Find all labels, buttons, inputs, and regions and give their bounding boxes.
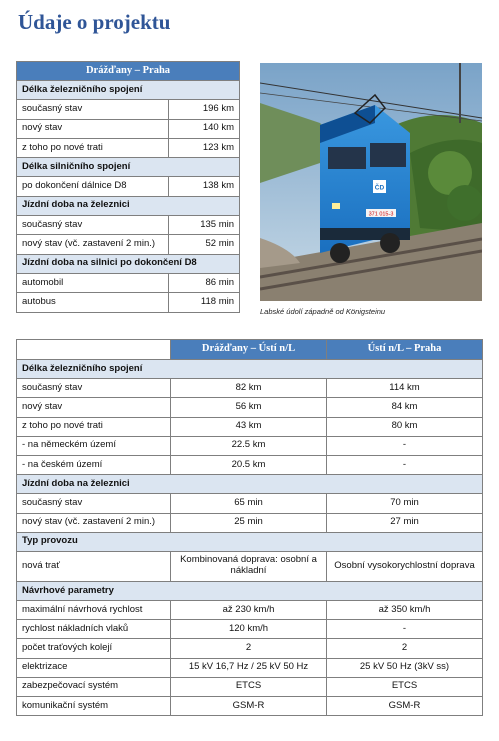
section-row [17, 158, 240, 177]
row-label: komunikační systém [17, 697, 171, 716]
value-usti-praha: až 350 km/h [327, 601, 483, 620]
row-label: z toho po nové trati [17, 138, 169, 157]
section-label: Jízdní doba na železnici [17, 475, 483, 494]
row-label: nová trať [17, 551, 171, 581]
row-label: maximální návrhová rychlost [17, 601, 171, 620]
section-row [17, 475, 483, 494]
row-label: nový stav [17, 119, 169, 138]
value-usti-praha: GSM-R [327, 697, 483, 716]
table-row [17, 436, 483, 455]
value-usti-praha: 25 kV 50 Hz (3kV ss) [327, 658, 483, 677]
row-value: 196 km [169, 100, 240, 119]
table-row [17, 379, 483, 398]
value-dresden-usti: 82 km [171, 379, 327, 398]
photo-caption: Labské údolí západně od Königsteinu [260, 307, 386, 316]
row-value: 123 km [169, 138, 240, 157]
section-label: Jízdní doba na silnici po dokončení D8 [17, 254, 240, 273]
row-value: 135 min [169, 216, 240, 235]
value-dresden-usti: 22.5 km [171, 436, 327, 455]
table-row [17, 235, 240, 254]
table-row [17, 100, 240, 119]
row-value: 118 min [169, 293, 240, 312]
locomotive-photo [260, 63, 482, 301]
section-label: Typ provozu [17, 532, 483, 551]
value-dresden-usti: 20.5 km [171, 455, 327, 474]
section-label: Délka silničního spojení [17, 158, 240, 177]
row-value: 140 km [169, 119, 240, 138]
row-label: nový stav (vč. zastavení 2 min.) [17, 235, 169, 254]
value-usti-praha: 114 km [327, 379, 483, 398]
table-row [17, 513, 483, 532]
table-row [17, 639, 483, 658]
row-label: nový stav (vč. zastavení 2 min.) [17, 513, 171, 532]
value-dresden-usti: 25 min [171, 513, 327, 532]
table-row [17, 177, 240, 196]
row-label: z toho po nové trati [17, 417, 171, 436]
section-comparison-table [16, 339, 483, 716]
row-label: současný stav [17, 379, 171, 398]
cd-logo: ČD [374, 184, 385, 192]
value-usti-praha: 70 min [327, 494, 483, 513]
section-row [17, 81, 240, 100]
value-dresden-usti: 2 [171, 639, 327, 658]
row-label: současný stav [17, 100, 169, 119]
value-usti-praha: 84 km [327, 398, 483, 417]
value-usti-praha: - [327, 436, 483, 455]
row-label: - na českém území [17, 455, 171, 474]
value-dresden-usti: 15 kV 16,7 Hz / 25 kV 50 Hz [171, 658, 327, 677]
route-summary-table [16, 61, 240, 313]
row-value: 138 km [169, 177, 240, 196]
table-row [17, 216, 240, 235]
table-row [17, 697, 483, 716]
table-row [17, 601, 483, 620]
row-label: elektrizace [17, 658, 171, 677]
row-label: autobus [17, 293, 169, 312]
value-dresden-usti: 56 km [171, 398, 327, 417]
table-row [17, 620, 483, 639]
section-label: Délka železničního spojení [17, 81, 240, 100]
value-usti-praha: 27 min [327, 513, 483, 532]
value-usti-praha: - [327, 620, 483, 639]
table-row [17, 417, 483, 436]
row-label: současný stav [17, 494, 171, 513]
value-usti-praha: 80 km [327, 417, 483, 436]
row-label: automobil [17, 273, 169, 292]
value-dresden-usti: Kombinovaná doprava: osobní a nákladní [171, 551, 327, 581]
row-label: nový stav [17, 398, 171, 417]
value-usti-praha: ETCS [327, 677, 483, 696]
value-dresden-usti: 43 km [171, 417, 327, 436]
table-row [17, 494, 483, 513]
table-header: Drážďany – Praha [17, 62, 240, 81]
row-label: rychlost nákladních vlaků [17, 620, 171, 639]
table-row [17, 138, 240, 157]
table-row [17, 273, 240, 292]
value-dresden-usti: 65 min [171, 494, 327, 513]
value-usti-praha: - [327, 455, 483, 474]
section-row [17, 196, 240, 215]
section-row [17, 360, 483, 379]
row-label: počet traťových kolejí [17, 639, 171, 658]
column-header: Drážďany – Ústí n/L [171, 340, 327, 360]
row-value: 52 min [169, 235, 240, 254]
blank-header [17, 340, 171, 360]
value-dresden-usti: 120 km/h [171, 620, 327, 639]
row-label: - na německém území [17, 436, 171, 455]
locomotive-number: 371 015-3 [368, 211, 394, 218]
column-header: Ústí n/L – Praha [327, 340, 483, 360]
section-label: Jízdní doba na železnici [17, 196, 240, 215]
row-label: po dokončení dálnice D8 [17, 177, 169, 196]
table-row [17, 677, 483, 696]
table-row [17, 119, 240, 138]
table-row [17, 398, 483, 417]
value-dresden-usti: GSM-R [171, 697, 327, 716]
section-label: Návrhové parametry [17, 581, 483, 600]
value-usti-praha: 2 [327, 639, 483, 658]
table-row [17, 455, 483, 474]
section-row [17, 254, 240, 273]
value-dresden-usti: až 230 km/h [171, 601, 327, 620]
row-value: 86 min [169, 273, 240, 292]
table-row [17, 658, 483, 677]
section-label: Délka železničního spojení [17, 360, 483, 379]
value-dresden-usti: ETCS [171, 677, 327, 696]
page-title: Údaje o projektu [18, 10, 171, 34]
table-row [17, 293, 240, 312]
section-row [17, 581, 483, 600]
table-row [17, 551, 483, 581]
row-label: současný stav [17, 216, 169, 235]
value-usti-praha: Osobní vysokorychlostní doprava [327, 551, 483, 581]
section-row [17, 532, 483, 551]
row-label: zabezpečovací systém [17, 677, 171, 696]
